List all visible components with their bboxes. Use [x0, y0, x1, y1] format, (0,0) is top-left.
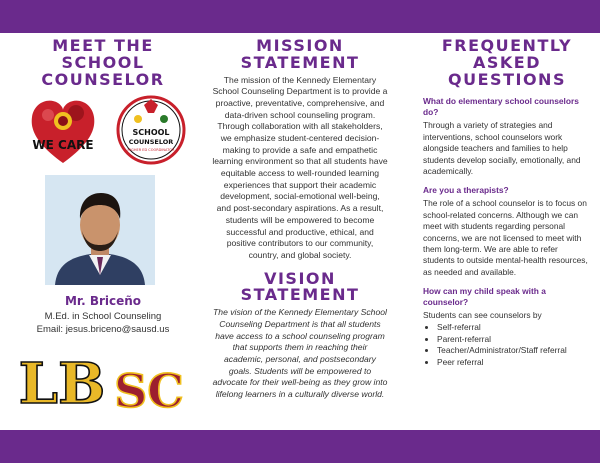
seal-line-1: SCHOOL	[132, 128, 170, 137]
counselor-degree: M.Ed. in School Counseling	[44, 311, 162, 322]
faq-section	[423, 38, 591, 368]
faq-question: Are you a therapists?	[423, 185, 509, 196]
vision-text: The vision of the Kennedy Elementary School Counseling Department is that all students have access to a school counseling program that supports them in reaching their academic, personal, and postsecondary goals. Students will be empowered to advocate for their well-being as they grow into lifelong learners in a culturally diverse world.	[212, 307, 388, 399]
faq-question: How can my child speak with a counselor?	[423, 286, 546, 308]
faq-answer: Through a variety of strategies and interventions, school counselors work alongside teachers and families to help students develop socially, emotionally, and academically.	[423, 120, 581, 176]
we-care-text: WE CARE	[32, 138, 94, 152]
top-band	[0, 0, 600, 33]
vision-heading: VISION STATEMENT	[240, 268, 360, 305]
counselor-portrait	[45, 175, 155, 285]
referral-list	[423, 322, 591, 368]
faq-answer: Students can see counselors by	[423, 310, 542, 321]
counselor-name: Mr. Briceño	[64, 294, 142, 308]
logos-row	[28, 93, 178, 173]
school-counselor-seal	[116, 95, 186, 165]
bottom-band	[0, 430, 600, 463]
lb-logo-text: LB	[18, 351, 106, 417]
referral-item: • Parent-referral	[437, 334, 591, 345]
lb-logo	[18, 343, 106, 417]
counselor-email: Email: jesus.briceno@sausd.us	[36, 323, 170, 335]
faq-list	[423, 96, 591, 368]
counselor-credentials	[10, 311, 196, 337]
we-care-logo	[28, 93, 98, 168]
referral-item: • Self-referral	[437, 322, 591, 333]
faq-item	[423, 185, 591, 278]
referral-item: • Teacher/Administrator/Staff referral	[437, 345, 591, 356]
seal-line-3: HIGHER ED COORDINATOR	[127, 148, 175, 152]
seal-line-2: COUNSELOR	[128, 138, 174, 146]
sc-logo	[114, 345, 184, 418]
faq-question: What do elementary school counselors do?	[423, 96, 579, 118]
referral-item: • Peer referral	[437, 357, 591, 368]
meet-counselor-heading: MEET THE SCHOOL COUNSELOR	[41, 36, 165, 89]
meet-counselor-section	[20, 38, 186, 88]
faq-heading: FREQUENTLY ASKED QUESTIONS	[441, 36, 573, 89]
faq-item	[423, 96, 591, 177]
faq-item	[423, 286, 591, 368]
mission-heading: MISSION STATEMENT	[240, 36, 360, 72]
mission-text: The mission of the Kennedy Elementary School Counseling Department is to provide a proactive, preventative, comprehensive, and data-driven school counseling program. Through collaboration with all stakeholders, we emphasize student-centered decision-making to provide a safe and empathetic learning environment so that all students have equitable access to well-rounded learning experiences that support their academic development, social-emotional well-being, and post-secondary aspirations. As a result, students will be empowered to become successful and productive, ethical, and positive contributors to our community, country, and global society.	[212, 74, 388, 260]
statements-section	[212, 38, 388, 401]
sc-logo-text: SC	[114, 364, 184, 418]
faq-answer: The role of a school counselor is to focus on school-related concerns. Although we can meet with students regarding personal concerns, we are not licensed to meet with them long-term. We are able to refer students to outside mental-health resources, as needed and available.	[423, 198, 588, 277]
